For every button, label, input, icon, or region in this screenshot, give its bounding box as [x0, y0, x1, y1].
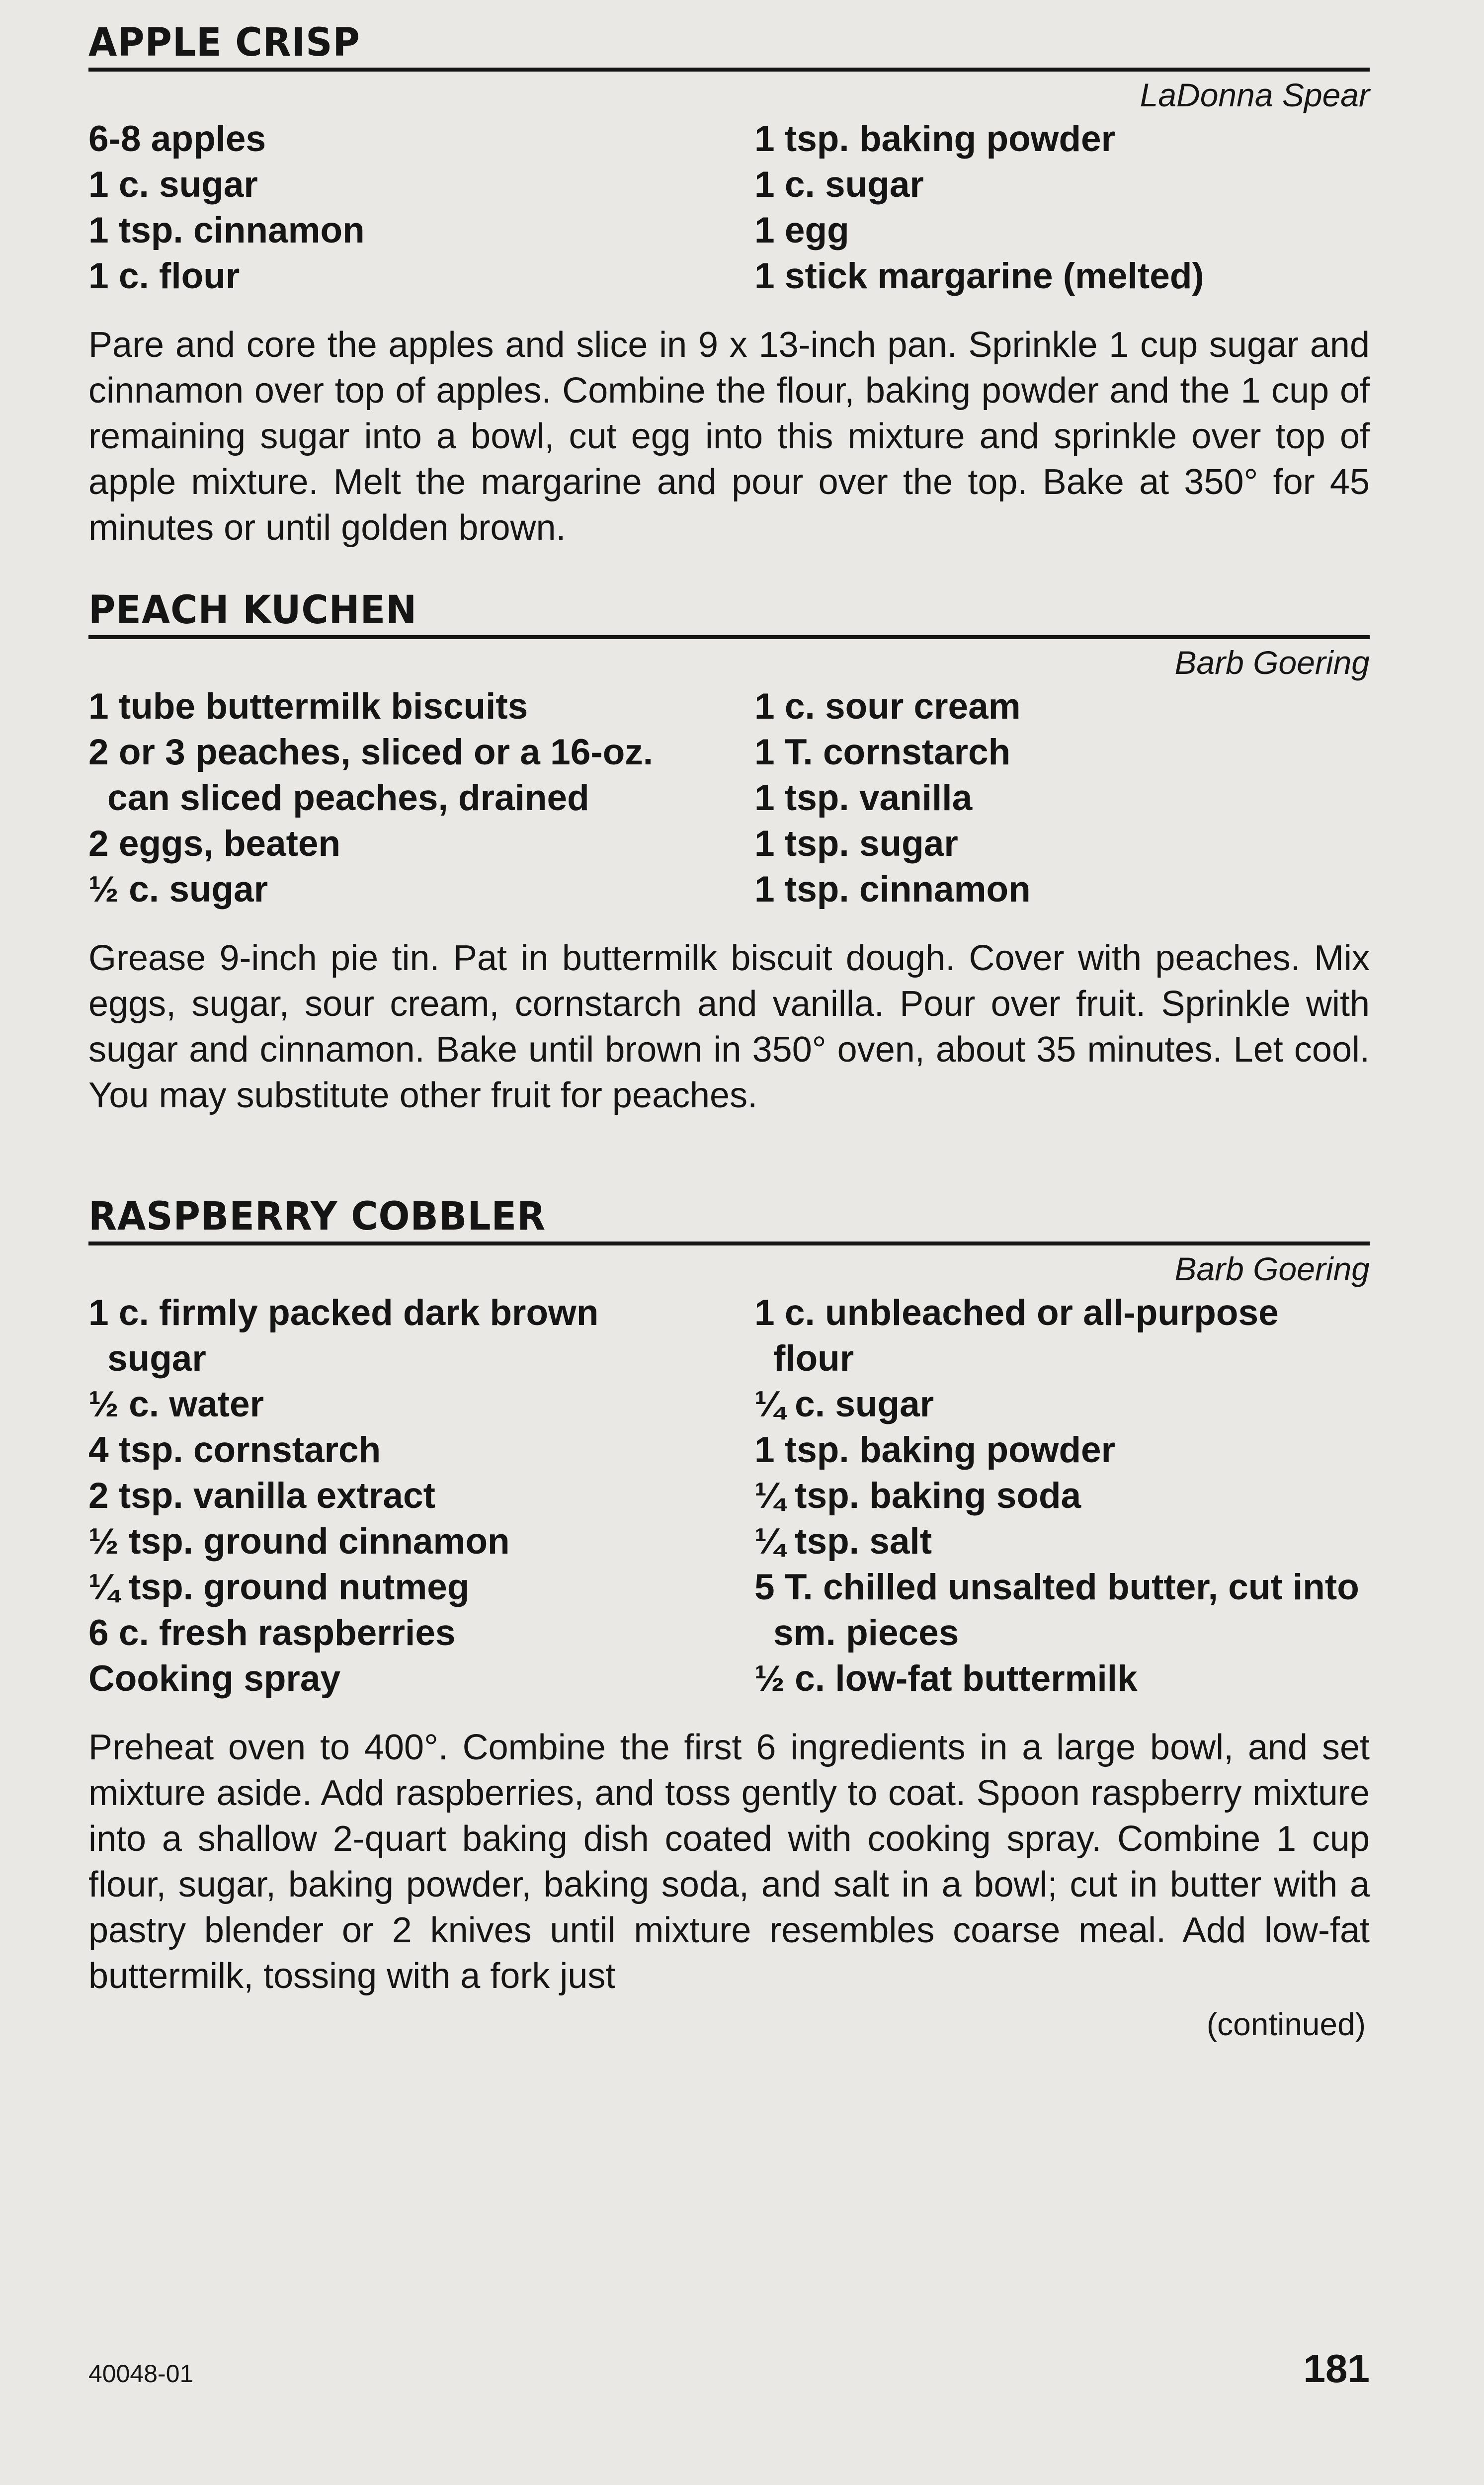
- ingredient-list: [88, 684, 1370, 912]
- recipe-title: RASPBERRY COBBLER: [88, 1194, 546, 1239]
- ingredient-item: 1 tsp. sugar: [754, 824, 958, 864]
- ingredient-item: 1 c. sugar: [754, 165, 924, 205]
- ingredient-item: 5 T. chilled unsalted butter, cut into sm. pieces: [754, 1567, 1359, 1653]
- recipe-peach-kuchen: [88, 586, 1370, 1118]
- ingredient-item: 1 c. unbleached or all-purpose flour: [754, 1293, 1279, 1379]
- ingredient-item: 1 tsp. baking powder: [754, 119, 1116, 159]
- ingredient-item: 1 c. sour cream: [754, 686, 1021, 727]
- ingredient-column-left: [88, 116, 754, 299]
- title-rule: [88, 68, 1370, 72]
- recipe-title: APPLE CRISP: [88, 20, 360, 65]
- ingredient-list: [88, 1290, 1370, 1702]
- recipe-author: Barb Goering: [1174, 1250, 1370, 1287]
- recipe-title: PEACH KUCHEN: [88, 588, 417, 633]
- title-rule: [88, 1242, 1370, 1245]
- title-rule: [88, 635, 1370, 639]
- recipe-directions: Pare and core the apples and slice in 9 x 13-inch pan. Sprinkle 1 cup sugar and cinnamon over top of apples. Combine the flour, baking powder and the 1 cup of remaining sugar into a bowl, cut egg into this mixture and sprinkle over top of apple mixture. Melt the margarine and pour over the top. Bake at 350° for 45 minutes or until golden brown.: [88, 325, 1370, 548]
- print-code: 40048-01: [88, 2360, 194, 2388]
- ingredient-item: 1 egg: [754, 210, 849, 250]
- ingredient-list: [88, 116, 1370, 299]
- ingredient-item: 2 tsp. vanilla extract: [88, 1476, 435, 1516]
- ingredient-column-right: [754, 116, 1370, 299]
- ingredient-column-left: [88, 684, 754, 912]
- ingredient-column-left: [88, 1290, 754, 1702]
- ingredient-item: 1 stick margarine (melted): [754, 256, 1204, 296]
- recipe-author: Barb Goering: [1174, 644, 1370, 681]
- recipe-directions: Grease 9-inch pie tin. Pat in buttermilk biscuit dough. Cover with peaches. Mix eggs, sugar, sour cream, cornstarch and vanilla. Pour over fruit. Sprinkle with sugar and cinnamon. Bake until brown in 350° oven, about 35 minutes. Let cool. You may substitute other fruit for peaches.: [88, 938, 1370, 1115]
- ingredient-item: ¼ tsp. salt: [754, 1521, 932, 1562]
- continued-note: (continued): [1206, 2006, 1366, 2042]
- page-footer: [88, 2346, 1370, 2392]
- ingredient-item: 1 tsp. vanilla: [754, 778, 973, 818]
- ingredient-item: Cooking spray: [88, 1658, 341, 1699]
- ingredient-item: 1 c. flour: [88, 256, 240, 296]
- ingredient-item: ¼ c. sugar: [754, 1384, 934, 1424]
- ingredient-item: 1 tsp. cinnamon: [754, 869, 1031, 910]
- recipe-raspberry-cobbler: [88, 1193, 1370, 2047]
- ingredient-item: 6 c. fresh raspberries: [88, 1613, 456, 1653]
- ingredient-item: 1 c. sugar: [88, 165, 258, 205]
- ingredient-item: 4 tsp. cornstarch: [88, 1430, 381, 1470]
- ingredient-column-right: [754, 1290, 1370, 1702]
- recipe-apple-crisp: [88, 19, 1370, 551]
- ingredient-item: 1 T. cornstarch: [754, 732, 1011, 772]
- page-number: 181: [1303, 2346, 1370, 2391]
- recipe-directions: Preheat oven to 400°. Combine the first 6 ingredients in a large bowl, and set mixture aside. Add raspberries, and toss gently to coat. Spoon raspberry mixture into a shallow 2-quart baking dish coated with cooking spray. Combine 1 cup flour, sugar, baking powder, baking soda, and salt in a bowl; cut in butter with a pastry blender or 2 knives until mixture resembles coarse meal. Add low-fat buttermilk, tossing with a fork just: [88, 1728, 1370, 1996]
- ingredient-item: ½ c. water: [88, 1384, 264, 1424]
- ingredient-item: 2 eggs, beaten: [88, 824, 341, 864]
- ingredient-item: 6-8 apples: [88, 119, 266, 159]
- ingredient-item: ¼ tsp. ground nutmeg: [88, 1567, 470, 1607]
- ingredient-item: ½ c. low-fat buttermilk: [754, 1658, 1138, 1699]
- ingredient-item: 1 c. firmly packed dark brown sugar: [88, 1293, 599, 1379]
- ingredient-item: 1 tsp. baking powder: [754, 1430, 1116, 1470]
- ingredient-column-right: [754, 684, 1370, 912]
- ingredient-item: 1 tsp. cinnamon: [88, 210, 365, 250]
- ingredient-item: ½ c. sugar: [88, 869, 268, 910]
- ingredient-item: 1 tube buttermilk biscuits: [88, 686, 528, 727]
- ingredient-item: 2 or 3 peaches, sliced or a 16-oz. can sliced peaches, drained: [88, 732, 654, 818]
- ingredient-item: ¼ tsp. baking soda: [754, 1476, 1081, 1516]
- recipe-author: LaDonna Spear: [1140, 77, 1370, 113]
- ingredient-item: ½ tsp. ground cinnamon: [88, 1521, 510, 1562]
